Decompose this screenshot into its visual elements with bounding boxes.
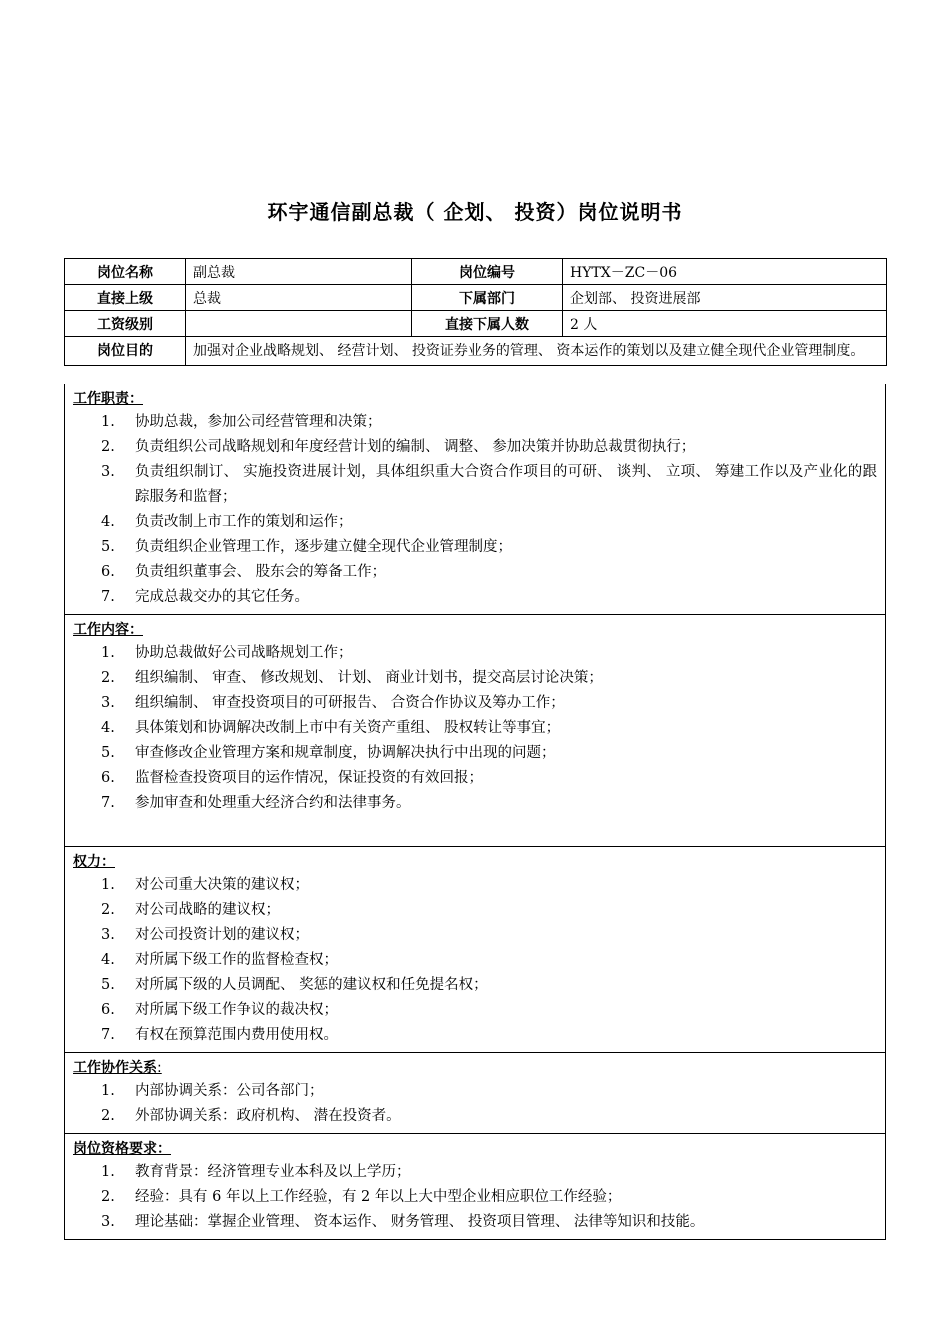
item-number: 3.	[101, 695, 115, 711]
list-item	[73, 535, 877, 560]
list-item	[73, 741, 877, 766]
item-number: 4.	[101, 720, 115, 736]
relations-heading-row	[73, 1057, 877, 1079]
item-number: 3.	[101, 1214, 115, 1230]
item-number: 6.	[101, 564, 115, 580]
item-number: 4.	[101, 952, 115, 968]
item-text: 经验：具有 6 年以上工作经验，有 2 年以上大中型企业相应职位工作经验；	[135, 1189, 622, 1205]
list-item	[73, 766, 877, 791]
item-text: 协助总裁，参加公司经营管理和决策；	[135, 414, 382, 430]
item-text: 负责改制上市工作的策划和运作；	[135, 514, 353, 530]
item-text: 教育背景：经济管理专业本科及以上学历；	[135, 1164, 411, 1180]
item-text: 内部协调关系：公司各部门；	[135, 1083, 324, 1099]
list-item	[73, 791, 877, 816]
duties-list	[73, 410, 877, 610]
list-item	[73, 560, 877, 585]
list-item	[73, 435, 877, 460]
direct-reports-value: 2 人	[563, 311, 887, 337]
item-number: 2.	[101, 670, 115, 686]
item-number: 1.	[101, 1164, 115, 1180]
item-number: 2.	[101, 439, 115, 455]
item-text: 理论基础：掌握企业管理、 资本运作、 财务管理、 投资项目管理、 法律等知识和技能。	[135, 1214, 705, 1230]
item-text: 完成总裁交办的其它任务。	[135, 589, 309, 605]
list-item	[73, 1185, 877, 1210]
superior-value: 总裁	[186, 285, 412, 311]
salary-level-label: 工资级别	[65, 311, 186, 337]
item-text: 参加审查和处理重大经济合约和法律事务。	[135, 795, 411, 811]
item-number: 5.	[101, 745, 115, 761]
item-text: 对所属下级工作争议的裁决权；	[135, 1002, 338, 1018]
list-item	[73, 460, 877, 510]
item-text: 负责组织制订、 实施投资进展计划，具体组织重大合资合作项目的可研、 谈判、 立项、 筹建工作以及产业化的跟踪服务和监督；	[135, 464, 877, 505]
item-text: 组织编制、 审查投资项目的可研报告、 合资合作协议及筹办工作；	[135, 695, 565, 711]
list-item	[73, 585, 877, 610]
list-item	[73, 641, 877, 666]
item-text: 负责组织企业管理工作，逐步建立健全现代企业管理制度；	[135, 539, 512, 555]
list-item	[73, 923, 877, 948]
relations-heading: 工作协作关系	[73, 1060, 157, 1076]
item-number: 3.	[101, 927, 115, 943]
item-number: 1.	[101, 1083, 115, 1099]
content-heading: 工作内容：	[73, 622, 143, 638]
duties-section	[65, 384, 885, 614]
info-row	[65, 259, 887, 285]
list-item	[73, 1023, 877, 1048]
list-item	[73, 1079, 877, 1104]
relations-list	[73, 1079, 877, 1129]
item-text: 具体策划和协调解决改制上市中有关资产重组、 股权转让等事宜；	[135, 720, 561, 736]
item-text: 组织编制、 审查、 修改规划、 计划、 商业计划书，提交高层讨论决策；	[135, 670, 603, 686]
list-item	[73, 410, 877, 435]
content-list	[73, 641, 877, 816]
subordinate-dept-label: 下属部门	[412, 285, 563, 311]
position-info-table	[64, 258, 887, 366]
item-number: 6.	[101, 1002, 115, 1018]
list-item	[73, 691, 877, 716]
item-number: 7.	[101, 589, 115, 605]
item-number: 1.	[101, 414, 115, 430]
item-text: 监督检查投资项目的运作情况，保证投资的有效回报；	[135, 770, 483, 786]
item-text: 对所属下级的人员调配、 奖惩的建议权和任免提名权；	[135, 977, 488, 993]
list-item	[73, 1160, 877, 1185]
item-number: 2.	[101, 1108, 115, 1124]
item-text: 对公司投资计划的建议权；	[135, 927, 309, 943]
list-item	[73, 666, 877, 691]
info-row	[65, 337, 887, 366]
list-item	[73, 1104, 877, 1129]
direct-reports-label: 直接下属人数	[412, 311, 563, 337]
position-code-value: HYTX－ZC－06	[563, 259, 887, 285]
superior-label: 直接上级	[65, 285, 186, 311]
list-item	[73, 716, 877, 741]
list-item	[73, 873, 877, 898]
item-number: 2.	[101, 902, 115, 918]
authority-section	[65, 846, 885, 1052]
page-title: 环宇通信副总裁（ 企划、 投资）岗位说明书	[267, 200, 683, 224]
relations-colon: :	[157, 1060, 162, 1076]
position-code-label: 岗位编号	[412, 259, 563, 285]
item-text: 对公司重大决策的建议权；	[135, 877, 309, 893]
relations-section	[65, 1052, 885, 1133]
item-number: 5.	[101, 977, 115, 993]
qualifications-section	[65, 1133, 885, 1239]
item-text: 协助总裁做好公司战略规划工作；	[135, 645, 353, 661]
qualifications-heading: 岗位资格要求：	[73, 1141, 171, 1157]
item-number: 5.	[101, 539, 115, 555]
duties-heading: 工作职责：	[73, 391, 143, 407]
authority-heading: 权力：	[73, 854, 115, 870]
item-number: 1.	[101, 645, 115, 661]
position-name-value: 副总裁	[186, 259, 412, 285]
list-item	[73, 998, 877, 1023]
item-text: 负责组织董事会、 股东会的筹备工作；	[135, 564, 387, 580]
item-number: 1.	[101, 877, 115, 893]
item-number: 6.	[101, 770, 115, 786]
item-number: 7.	[101, 795, 115, 811]
qualifications-list	[73, 1160, 877, 1235]
description-sections	[64, 384, 886, 1240]
list-item	[73, 1210, 877, 1235]
salary-level-value	[186, 311, 412, 337]
position-name-label: 岗位名称	[65, 259, 186, 285]
item-text: 对公司战略的建议权；	[135, 902, 280, 918]
list-item	[73, 948, 877, 973]
list-item	[73, 510, 877, 535]
list-item	[73, 898, 877, 923]
item-text: 外部协调关系：政府机构、 潜在投资者。	[135, 1108, 401, 1124]
item-text: 审查修改企业管理方案和规章制度，协调解决执行中出现的问题；	[135, 745, 556, 761]
item-number: 3.	[101, 464, 115, 480]
purpose-value: 加强对企业战略规划、 经营计划、 投资证券业务的管理、 资本运作的策划以及建立健全现代企业管理制度。	[186, 337, 887, 366]
info-row	[65, 311, 887, 337]
item-text: 有权在预算范围内费用使用权。	[135, 1027, 338, 1043]
item-number: 4.	[101, 514, 115, 530]
subordinate-dept-value: 企划部、 投资进展部	[563, 285, 887, 311]
list-item	[73, 973, 877, 998]
item-number: 7.	[101, 1027, 115, 1043]
authority-list	[73, 873, 877, 1048]
info-row	[65, 285, 887, 311]
item-text: 负责组织公司战略规划和年度经营计划的编制、 调整、 参加决策并协助总裁贯彻执行；	[135, 439, 696, 455]
purpose-label: 岗位目的	[65, 337, 186, 366]
item-number: 2.	[101, 1189, 115, 1205]
content-section	[65, 614, 885, 846]
item-text: 对所属下级工作的监督检查权；	[135, 952, 338, 968]
